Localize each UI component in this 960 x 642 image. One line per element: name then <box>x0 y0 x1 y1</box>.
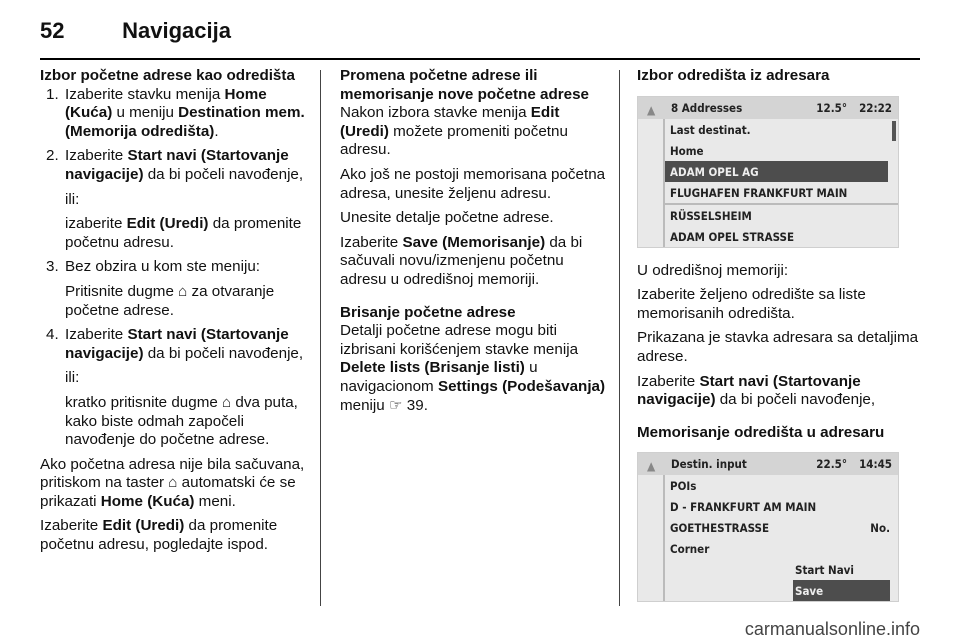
destination-input-screen <box>637 452 899 602</box>
bold-text: Start navi (Startovanje navigacije) <box>637 372 861 409</box>
step-number: 4. <box>46 326 59 344</box>
bold-text: Settings (Podešavanja) <box>437 377 606 395</box>
list-item-selected[interactable]: ADAM OPEL AG <box>665 161 888 182</box>
text: da promenite početnu adresu, pogledajte ispod. <box>40 517 278 554</box>
step-number: 2. <box>46 147 59 165</box>
page-number: 52 <box>40 18 65 43</box>
text: meni. <box>194 492 236 510</box>
bold-text: Save (Memorisanje) <box>402 233 546 251</box>
text: u navigacionom <box>340 359 538 395</box>
step-text: u meniju <box>112 104 179 122</box>
step-or: ili: <box>65 190 80 208</box>
screen-list <box>663 475 898 601</box>
step-text: da promenite početnu adresu. <box>65 215 302 251</box>
paragraph: Ako još ne postoji memorisana početna adresa, unesite željenu adresu. <box>340 165 606 202</box>
paragraph <box>340 322 608 415</box>
step-2 <box>40 147 312 252</box>
text: meniju <box>340 396 389 414</box>
list-item[interactable]: FLUGHAFEN FRANKFURT MAIN <box>670 185 848 200</box>
addresses-screen <box>637 96 899 248</box>
paragraph <box>40 456 312 512</box>
text: da bi počeli navođenje, <box>715 391 876 409</box>
list-item[interactable]: Home <box>670 143 704 158</box>
section-heading: Izbor početne adrese kao odredišta <box>40 67 295 84</box>
bold-text: Edit (Uredi) <box>340 104 560 140</box>
step-bold: Start navi (Startovanje navigacije) <box>65 147 289 183</box>
step-bold: Edit (Uredi) <box>126 215 209 233</box>
header-rule <box>40 58 920 60</box>
warning-triangle-icon: ▲ <box>647 459 656 474</box>
column-divider-2 <box>619 70 620 606</box>
bold-text: Edit (Uredi) <box>102 517 185 535</box>
street-label: GOETHESTRASSE <box>670 521 770 536</box>
step-number: 1. <box>46 85 59 103</box>
text: Ako početna adresa nije bila sačuvana, pritiskom na taster ⌂ automatski će se prikazati <box>40 455 305 510</box>
warning-triangle-icon: ▲ <box>647 102 656 117</box>
step-1 <box>40 86 312 142</box>
column-divider-1 <box>320 70 321 606</box>
text: da bi sačuvali novu/izmenjenu početnu adresu u odredišnoj memoriji. <box>340 233 583 288</box>
page-header <box>40 18 231 44</box>
house-number-label: No. <box>870 521 890 536</box>
screen-list <box>663 119 898 247</box>
step-or: ili: <box>65 369 80 387</box>
step-text: izaberite <box>65 215 127 233</box>
page-reference-link[interactable]: ☞ 39. <box>388 396 428 414</box>
watermark: carmanualsonline.info <box>744 619 920 639</box>
paragraph <box>340 234 608 290</box>
step-bold: Home (Kuća) <box>65 85 267 122</box>
paragraph: U odredišnoj memoriji: <box>637 261 789 279</box>
text: Izaberite <box>40 517 103 535</box>
save-button[interactable]: Save <box>793 580 890 601</box>
section-heading: Promena početne adrese ili memorisanje nove početne adrese <box>340 67 590 103</box>
list-item[interactable] <box>665 517 898 538</box>
detail-row: RÜSSELSHEIM <box>670 208 752 223</box>
screen-status-bar <box>638 453 898 475</box>
step-bold: Destination mem. (Memorija odredišta) <box>65 104 305 140</box>
paragraph: Izaberite željeno odredište sa liste memorisanih odredišta. <box>637 286 866 322</box>
step-sub: kratko pritisnite dugme ⌂ dva puta, kako biste odmah započeli navođenje do početne adrese. <box>65 393 298 449</box>
section-heading: Brisanje početne adrese <box>340 303 516 321</box>
page-title: Navigacija <box>122 18 231 43</box>
step-text: . <box>214 122 219 140</box>
temperature: 12.5° <box>816 100 847 115</box>
clock: 22:22 <box>859 100 892 115</box>
list-item[interactable]: Corner <box>670 542 710 557</box>
column-2 <box>340 67 608 421</box>
step-text: Izaberite stavku menija <box>65 85 225 103</box>
step-bold: Start navi (Startovanje navigacije) <box>65 326 289 362</box>
list-item[interactable]: POIs <box>670 479 697 494</box>
bold-text: Home (Kuća) <box>100 492 195 510</box>
list-item[interactable]: Last destinat. <box>670 122 751 137</box>
step-3 <box>40 258 312 320</box>
section-heading: Memorisanje odredišta u adresaru <box>637 423 885 441</box>
paragraph <box>40 517 312 554</box>
paragraph: Unesite detalje početne adrese. <box>340 209 554 227</box>
screen-title: Destin. input <box>671 457 747 472</box>
step-text: Izaberite <box>65 147 128 165</box>
text: Izaberite <box>637 372 700 390</box>
step-text: da bi počeli navođenje, <box>143 165 304 183</box>
step-text: da bi počeli navođenje, <box>143 344 304 362</box>
paragraph: Prikazana je stavka adresara sa detaljima adrese. <box>637 329 919 365</box>
step-text: Izaberite <box>65 326 128 344</box>
step-sub: Pritisnite dugme ⌂ za otvaranje početne adrese. <box>65 282 275 319</box>
step-number: 3. <box>46 258 59 276</box>
text: Izaberite <box>340 233 403 251</box>
list-item[interactable]: D - FRANKFURT AM MAIN <box>670 500 817 515</box>
bold-text: Delete lists (Brisanje listi) <box>340 359 525 377</box>
detail-row: ADAM OPEL STRASSE <box>670 229 795 244</box>
text: Detalji početne adrese mogu biti izbrisani korišćenjem stavke menija <box>340 322 579 358</box>
paragraph <box>340 104 608 160</box>
temperature: 22.5° <box>816 457 847 472</box>
paragraph <box>637 373 919 410</box>
steps-list <box>40 86 312 450</box>
column-1 <box>40 67 312 561</box>
screen-status-bar <box>638 97 898 119</box>
text: Nakon izbora stavke menija <box>340 104 531 122</box>
screen-title: 8 Addresses <box>671 100 743 115</box>
start-navi-button[interactable]: Start Navi <box>795 563 854 578</box>
clock: 14:45 <box>859 457 892 472</box>
column-3 <box>637 67 919 602</box>
step-4 <box>40 326 312 450</box>
section-heading: Izbor odredišta iz adresara <box>637 67 830 84</box>
step-text: Bez obzira u kom ste meniju: <box>65 258 260 276</box>
step-alt <box>65 215 312 252</box>
text: možete promeniti početnu adresu. <box>340 122 568 159</box>
